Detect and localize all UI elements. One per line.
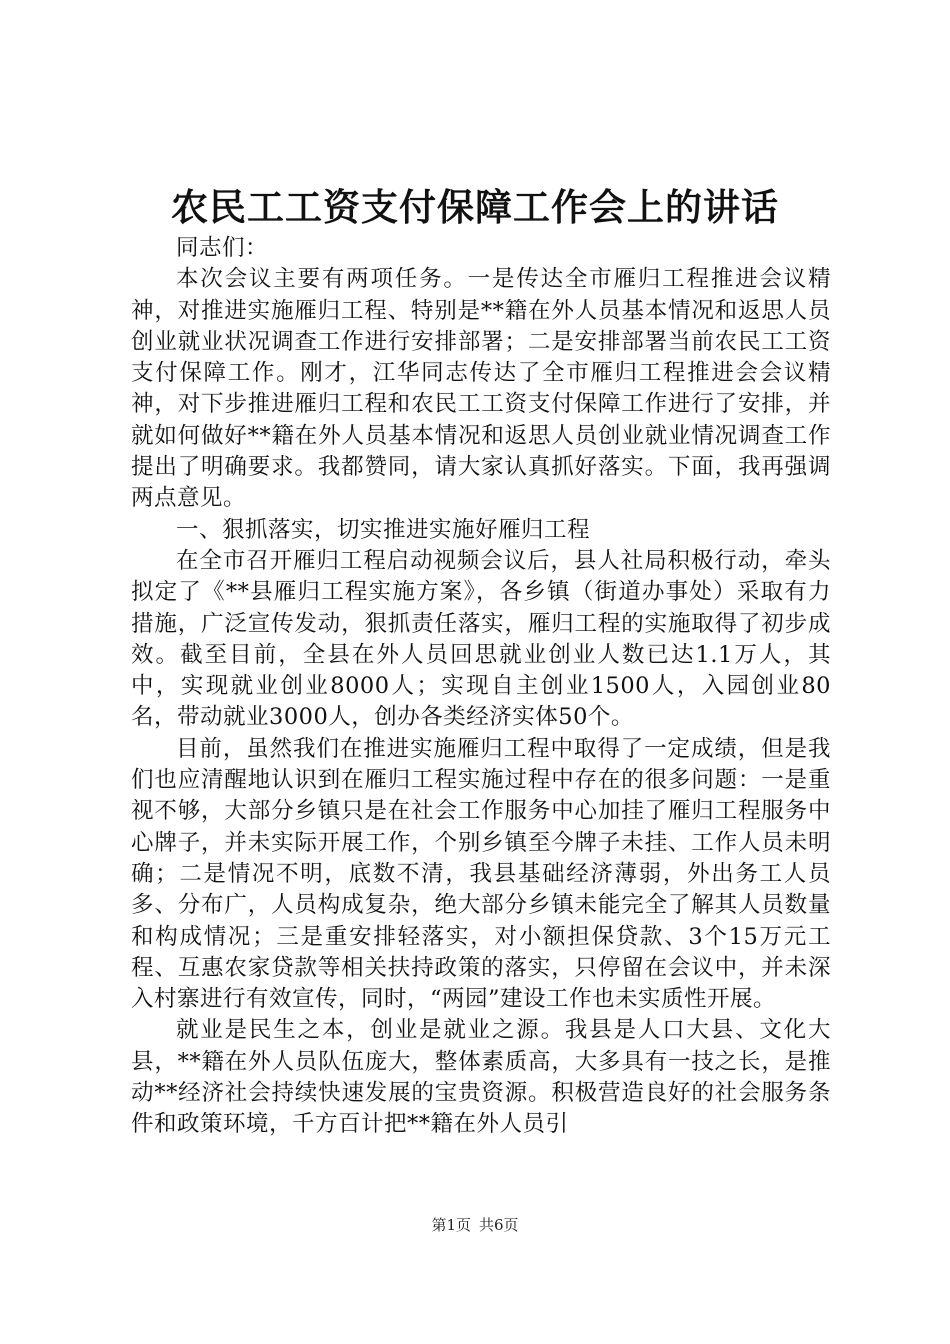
paragraph: 本次会议主要有两项任务。一是传达全市雁归工程推进会议精神，对推进实施雁归工程、特别是**籍在外人员基本情况和返思人员创业就业状况调查工作进行安排部署；二是安排部署当前农民工工资支付保障工作。刚才，江华同志传达了全市雁归工程推进会会议精神，对下步推进雁归工程和农民工工资支付保障工作进行了安排，并就如何做好**籍在外人员基本情况和返思人员创业就业情况调查工作提出了明确要求。我都赞同，请大家认真抓好落实。下面，我再强调两点意见。 — [131, 266, 831, 512]
document-title: 农民工工资支付保障工作会上的讲话 — [171, 185, 779, 229]
section-heading: 一、狠抓落实，切实推进实施好雁归工程 — [176, 516, 591, 543]
paragraph: 在全市召开雁归工程启动视频会议后，县人社局积极行动，牵头拟定了《**县雁归工程实施方案》，各乡镇（街道办事处）采取有力措施，广泛宣传发动，狠抓责任落实，雁归工程的实施取得了初步成效。截至目前，全县在外人员回思就业创业人数已达1.1万人，其中，实现就业创业8000人；实现自主创业1500人，入园创业80名，带动就业3000人，创办各类经济实体50个。 — [131, 547, 831, 731]
page-total: 共6页 — [479, 1216, 519, 1234]
paragraph-salutation: 同志们： — [176, 235, 269, 261]
page-footer — [0, 1215, 950, 1235]
document-body — [131, 233, 831, 1141]
paragraph: 目前，虽然我们在推进实施雁归工程中取得了一定成绩，但是我们也应清醒地认识到在雁归工程实施过程中存在的很多问题：一是重视不够，大部分乡镇只是在社会工作服务中心加挂了雁归工程服务中心牌子，并未实际开展工作，个别乡镇至今牌子未挂、工作人员未明确；二是情况不明，底数不清，我县基础经济薄弱，外出务工人员多、分布广，人员构成复杂，绝大部分乡镇未能完全了解其人员数量和构成情况；三是重安排轻落实，对小额担保贷款、3个15万元工程、互惠农家贷款等相关扶持政策的落实，只停留在会议中，并未深入村寨进行有效宣传，同时，“两园”建设工作也未实质性开展。 — [131, 735, 831, 1013]
paragraph: 就业是民生之本，创业是就业之源。我县是人口大县、文化大县，**籍在外人员队伍庞大，整体素质高，大多具有一技之长，是推动**经济社会持续快速发展的宝贵资源。积极营造良好的社会服务条件和政策环境，千方百计把**籍在外人员引 — [131, 1017, 831, 1138]
page-number: 第1页 — [431, 1216, 471, 1234]
